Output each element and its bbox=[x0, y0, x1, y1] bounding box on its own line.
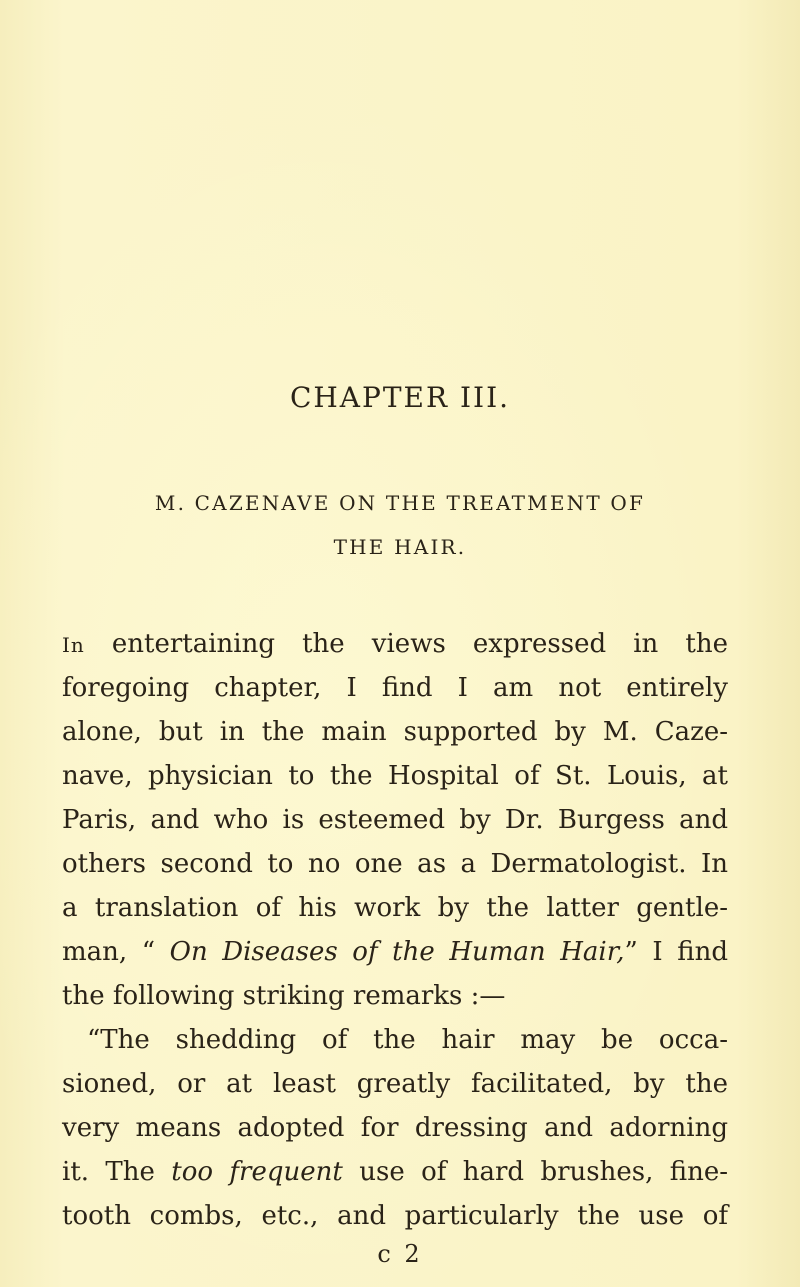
paragraph-1-line-5: Paris, and who is esteemed by Dr. Burgess and bbox=[62, 805, 728, 835]
line-text: man, “ bbox=[62, 937, 170, 967]
paragraph-1-line-6: others second to no one as a Dermatologist. In bbox=[62, 849, 728, 879]
chapter-subtitle-line-2: THE HAIR. bbox=[333, 535, 467, 559]
paragraph-2-line-5: tooth combs, etc., and particularly the use of bbox=[62, 1201, 728, 1231]
drop-word: In bbox=[62, 633, 85, 657]
paragraph-2-line-4 bbox=[62, 1156, 728, 1188]
book-title: On Diseases of the Human Hair, bbox=[169, 937, 625, 967]
paragraph-1-line-8 bbox=[62, 936, 728, 968]
line-text: use of hard brushes, fine- bbox=[342, 1157, 728, 1187]
paragraph-2-line-1: “The shedding of the hair may be occa- bbox=[87, 1025, 728, 1055]
paragraph-1-line-4: nave, physician to the Hospital of St. Louis, at bbox=[62, 761, 728, 791]
line-text: entertaining the views expressed in the bbox=[84, 629, 728, 659]
signature-mark: c 2 bbox=[377, 1240, 423, 1268]
paragraph-2-line-2: sioned, or at least greatly facilitated, by the bbox=[62, 1069, 728, 1099]
emphasis: too frequent bbox=[171, 1157, 343, 1187]
paragraph-2-line-3: very means adopted for dressing and adorning bbox=[62, 1113, 728, 1143]
paragraph-1-line-9: the following striking remarks :— bbox=[62, 981, 506, 1011]
line-text: it. The bbox=[62, 1157, 172, 1187]
paragraph-1-line-3: alone, but in the main supported by M. Caze- bbox=[62, 717, 728, 747]
paragraph-1-line-7: a translation of his work by the latter gentle- bbox=[62, 893, 728, 923]
line-text: ” I find bbox=[624, 937, 728, 967]
chapter-title: CHAPTER III. bbox=[289, 381, 511, 414]
chapter-subtitle-line-1: M. CAZENAVE ON THE TREATMENT OF bbox=[154, 491, 646, 515]
paragraph-1-line-2: foregoing chapter, I find I am not entirely bbox=[62, 673, 728, 703]
paragraph-1-line-1 bbox=[62, 628, 728, 661]
